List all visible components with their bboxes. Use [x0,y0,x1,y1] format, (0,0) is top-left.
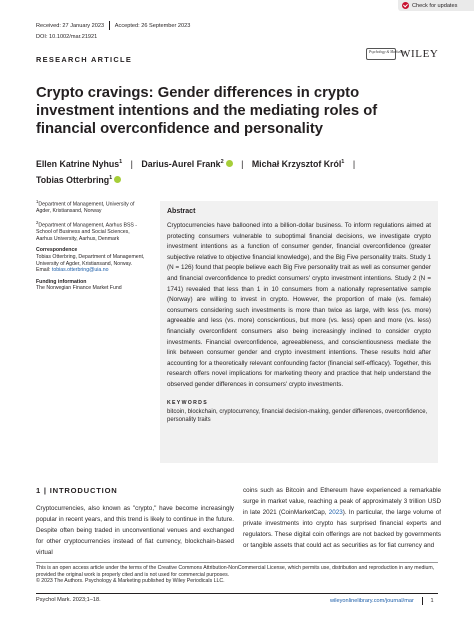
correspondence-heading: Correspondence [36,247,78,254]
author-name[interactable]: Ellen Katrine Nyhus [36,158,120,169]
check-for-updates-button[interactable] [398,0,474,11]
author-affiliation-number: 1 [341,159,345,165]
footer-divider [36,593,438,594]
section-heading: 1 | INTRODUCTION [36,486,118,495]
orcid-icon[interactable] [114,176,121,183]
author-affiliation-number: 2 [220,159,224,165]
author-separator: | [130,158,133,169]
journal-url-link[interactable]: wileyonlinelibrary.com/journal/mar [330,598,414,604]
author-affiliation-number: 1 [109,174,113,181]
intro-column-left: Cryptocurrencies, also known as "crypto," have become increasingly popular in recent years, and this trend is likely to continue in the future. Despite often being traded in unconventional venues and exchanged for other cryptocurrencies instead of fiat currency, blockchain-based virtual [36,505,234,556]
divider [109,21,110,30]
received-date: Received: 27 January 2023 [36,22,105,29]
author-affiliation-number: 1 [119,159,123,165]
author-separator: | [241,158,244,169]
email-label: Email: [36,267,51,274]
orcid-icon[interactable] [226,160,233,167]
doi[interactable]: DOI: 10.1002/mar.21921 [36,34,98,40]
page-number: 1 [430,598,434,604]
publisher-logos [366,48,438,60]
email-link[interactable]: tobias.otterbring@uia.no [51,267,109,274]
footnote-divider [36,562,438,563]
abstract-heading: Abstract [167,208,196,215]
keywords-heading: KEYWORDS [167,399,208,406]
divider [422,597,423,605]
license-footnote: This is an open access article under the terms of the Creative Commons Attribution-NonCommercial License, which permits use, distribution and reproduction in any medium, provided the original work is properly cited and is not used for commercial purposes. © 2023 The Authors. Psychology & Marketing published by Wiley Periodicals LLC. [36,565,435,585]
funding [36,279,146,292]
abstract-panel [160,201,438,463]
footer-right [330,597,434,605]
intro-column-right: coins such as Bitcoin and Ethereum have experienced a remarkable surge in market value, reaching a peak of approximately 3 trillion USD in late 2021 (CoinMarketCap, 2023). In particular, the large volume of private investments into crypto has surprised financial experts and regulators. These digital coin offerings are not backed by governments or tangible assets that could act as securities as for fiat currency and [243,487,441,549]
article-type: RESEARCH ARTICLE [36,55,133,64]
publisher-logo: WILEY [400,48,439,60]
author-list [36,155,446,187]
author-name[interactable]: Tobias Otterbring [36,174,110,185]
keywords-text: bitcoin, blockchain, cryptocurrency, financial decision-making, gender differences, overconfidence, personality traits [167,408,428,423]
correspondence [36,247,146,273]
funding-body: The Norwegian Finance Market Fund [36,285,122,292]
affiliation-1: $^1$Department of Management, University of Agder, Kristiansand, Norway [36,199,135,215]
correspondence-body: Tobias Otterbring, Department of Management, University of Agder, Kristiansand, Norway. [36,254,145,267]
accepted-date: Accepted: 26 September 2023 [114,22,191,29]
author-separator: | [352,158,356,169]
check-updates-icon [402,2,409,9]
abstract-text: Cryptocurrencies have ballooned into a billion-dollar business. To inform regulations aimed at protecting consumers vulnerable to suboptimal financial decisions, we investigate crypto investment intentions as a function of consumer gender, financial overconfidence (greater subjective relative to objective financial knowledge), and the Big Five personality traits. Study 1 (N = 126) found that people believe each Big Five personality trait as well as consumer gender and financial overconfidence to predict consumers' crypto investment intentions. Study 2 (N = 1741) revealed that less than 1 in 10 consumers from a nationally representative sample (Norway) are willing to invest in crypto. However, the proportion of male (vs. female) consumers considering such investments is more than twice as large, with less (vs. more) agreeable and less (vs. more) conscientious, but more (vs. less) open and more (vs. less) financially overconfident consumers also being increasingly inclined to consider crypto investments. Financial overconfidence, agreeableness, and conscientiousness mediate the link between consumer gender and crypto investment intentions. These results hold after accounting for a theoretically relevant confounding factor (financial self-efficacy). Together, this research offers novel implications for marketing theory and practice that help understand the observed gender differences in consumers' crypto investments. [167,222,431,388]
affiliation-sidebar [36,199,146,297]
journal-citation: Psychol Mark. 2023;1–18. [36,597,101,603]
author-name[interactable]: Darius-Aurel Frank [141,158,221,169]
citation-link[interactable]: 2023 [328,509,343,516]
funding-heading: Funding information [36,278,87,285]
article-title: Crypto cravings: Gender differences in crypto investment intentions and the mediating roles of financial overconfidence and personality [36,85,378,137]
check-updates-label: Check for updates [412,2,458,9]
affiliation-2: $^2$Department of Management, Aarhus BSS - School of Business and Social Sciences, Aarhus University, Aarhus, Denmark [36,219,138,242]
author-name[interactable]: Michał Krzysztof Król [251,158,342,169]
article-dates [36,21,190,30]
journal-logo: Psychology & Marketing [366,48,396,60]
